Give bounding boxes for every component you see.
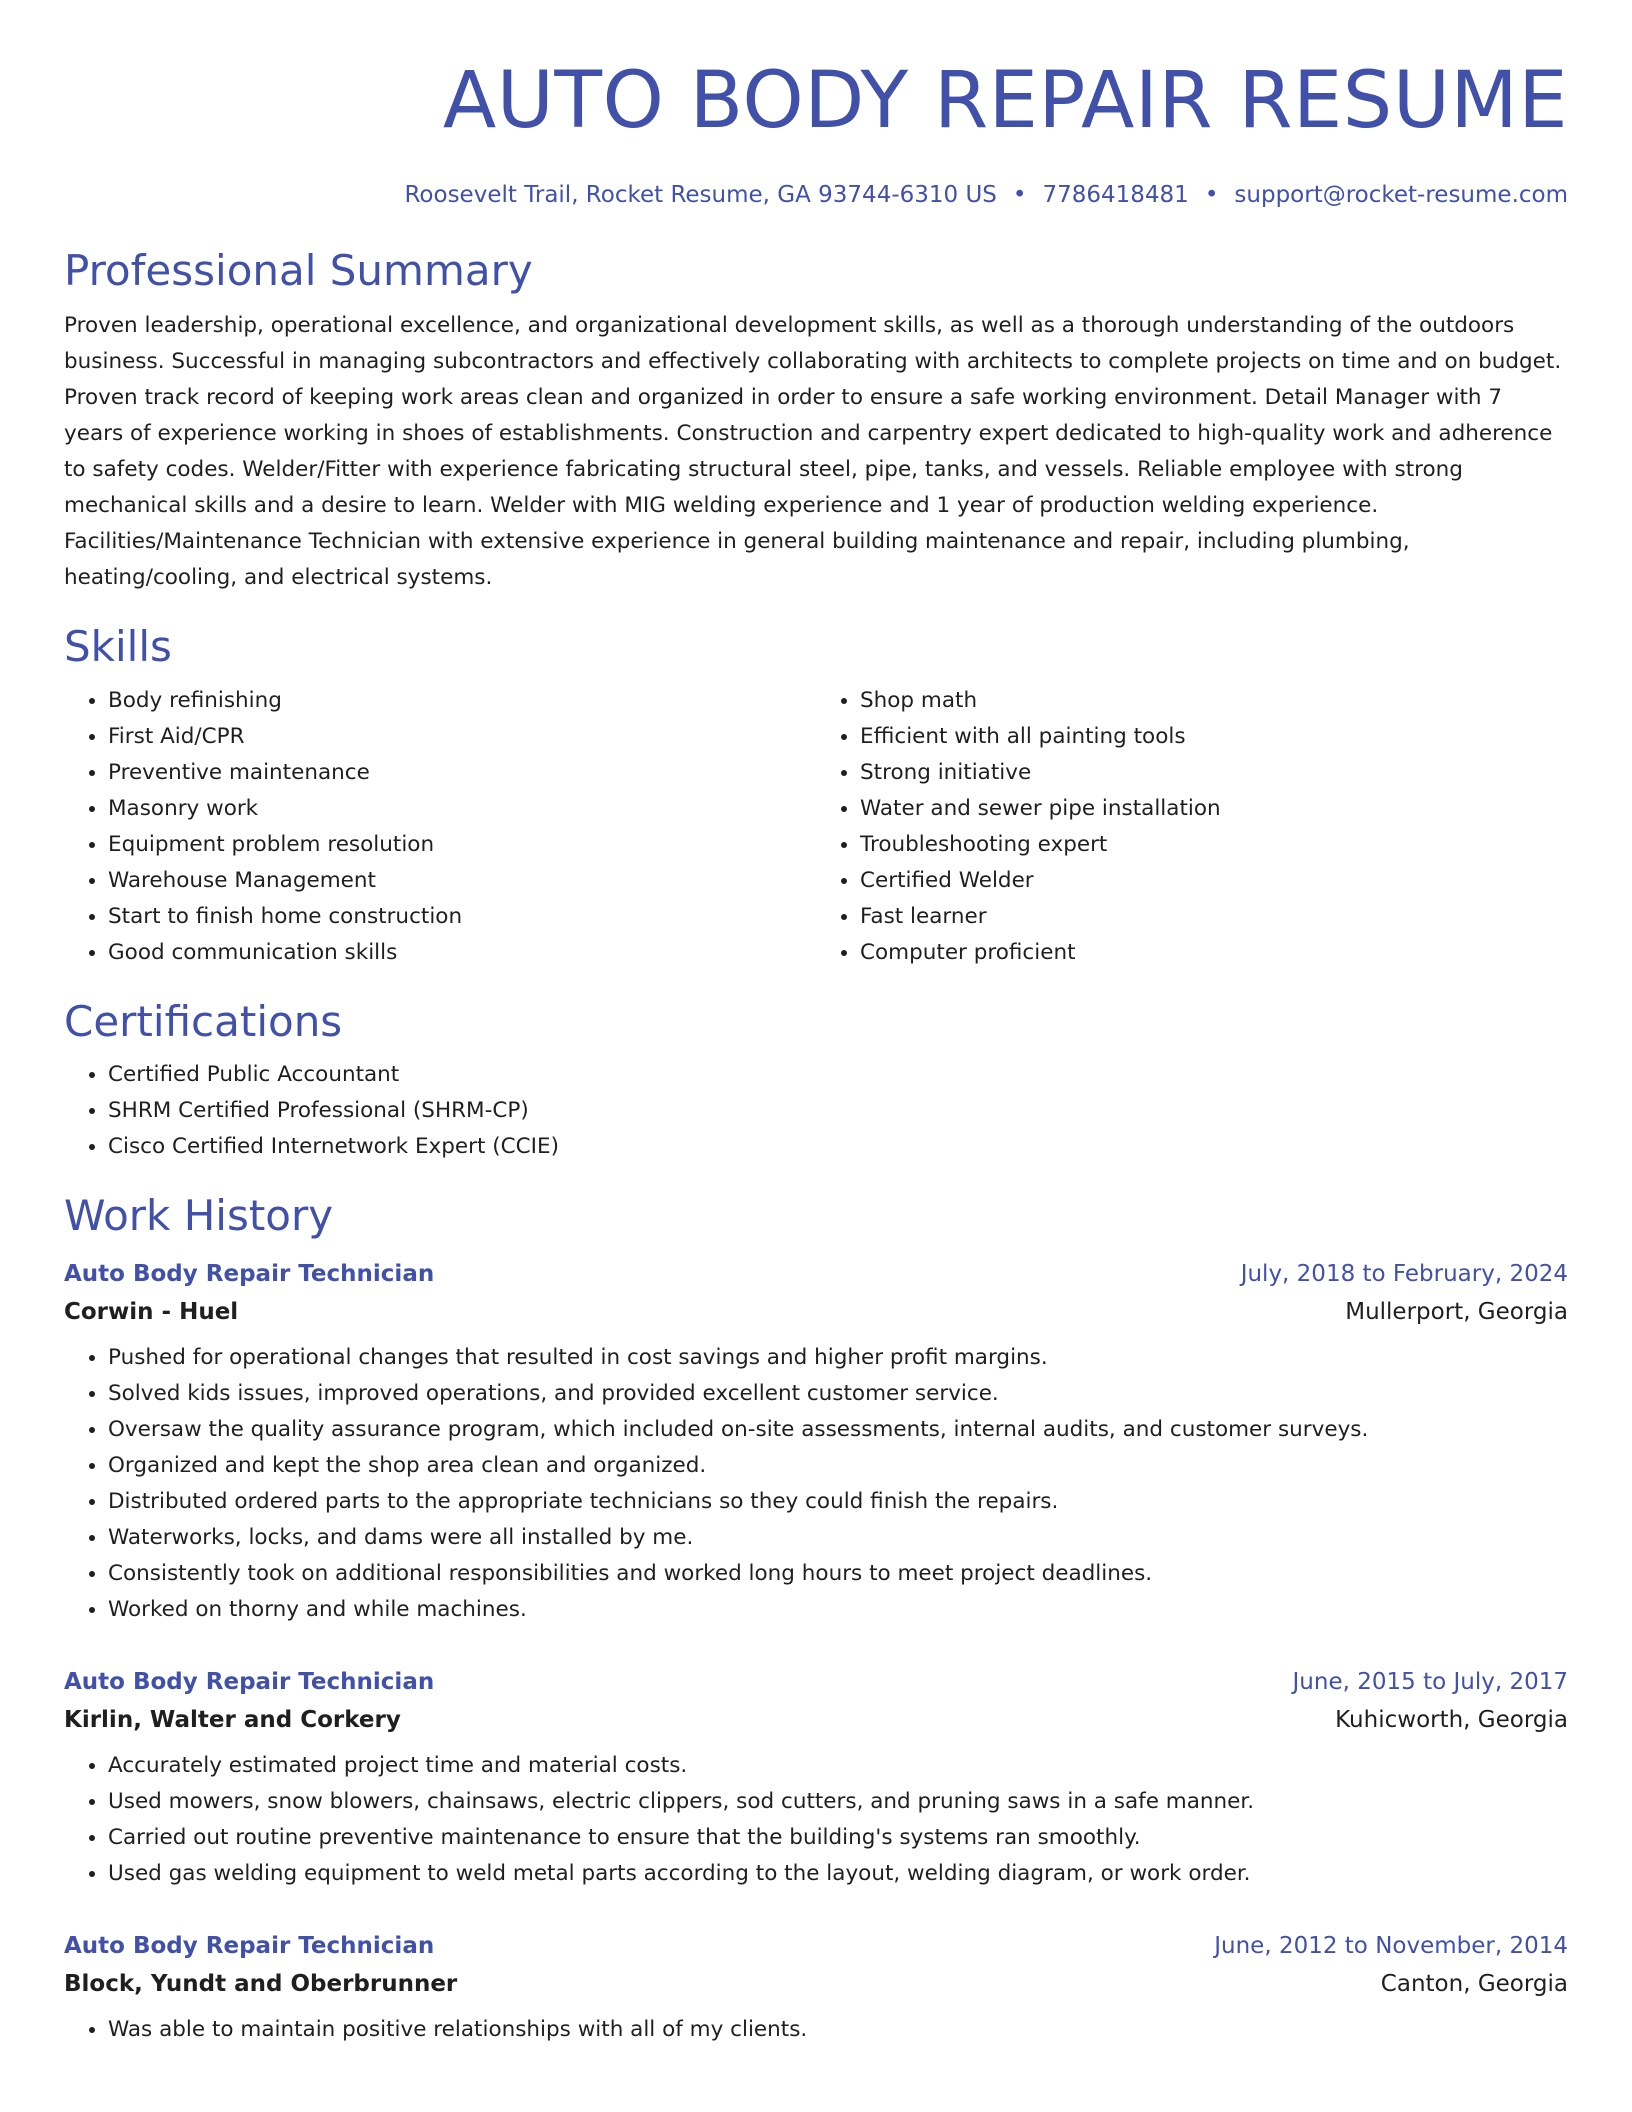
job-bullets <box>64 2012 1568 2048</box>
job-bullet: • Pushed for operational changes that resulted in cost savings and higher profit margins. <box>108 1340 1568 1376</box>
skill-item: • Body refinishing <box>108 683 816 719</box>
certification-item: • Cisco Certified Internetwork Expert (CCIE) <box>108 1129 1568 1165</box>
skill-item: • Shop math <box>860 683 1568 719</box>
skills-right-list <box>816 683 1568 971</box>
skill-item: • Computer proficient <box>860 935 1568 971</box>
certification-item: • SHRM Certified Professional (SHRM-CP) <box>108 1093 1568 1129</box>
skill-item: • Equipment problem resolution <box>108 827 816 863</box>
job-entry <box>64 1664 1568 1892</box>
skill-item: • Fast learner <box>860 899 1568 935</box>
skill-item: • Strong initiative <box>860 755 1568 791</box>
skills-left-list <box>64 683 816 971</box>
job-company: Corwin - Huel <box>64 1298 239 1325</box>
summary-heading: Professional Summary <box>64 246 533 295</box>
job-bullet: • Distributed ordered parts to the appropriate technicians so they could finish the repairs. <box>108 1484 1568 1520</box>
summary-text: Proven leadership, operational excellence, and organizational development skills, as well as a thorough understanding of the outdoors business. Successful in managing subcontractors and effectively collaborating with architects to complete projects on time and on budget. Proven track record of keeping work areas clean and organized in order to ensure a safe working environment. Detail Manager with 7 years of experience working in shoes of establishments. Construction and carpentry expert dedicated to high-quality work and adherence to safety codes. Welder/Fitter with experience fabricating structural steel, pipe, tanks, and vessels. Reliable employee with strong mechanical skills and a desire to learn. Welder with MIG welding experience and 1 year of production welding experience. Facilities/Maintenance Technician with extensive experience in general building maintenance and repair, including plumbing, heating/cooling, and electrical systems. <box>64 313 1562 591</box>
skill-item: • Start to finish home construction <box>108 899 816 935</box>
email: support@rocket-resume.com <box>1234 182 1568 208</box>
skill-item: • Masonry work <box>108 791 816 827</box>
separator-dot: • <box>1204 182 1219 208</box>
job-bullets <box>64 1340 1568 1628</box>
job-dates: June, 2012 to November, 2014 <box>1214 1932 1568 1959</box>
job-bullet: • Oversaw the quality assurance program, which included on-site assessments, internal audits, and customer surveys. <box>108 1412 1568 1448</box>
skill-item: • Warehouse Management <box>108 863 816 899</box>
job-title: Auto Body Repair Technician <box>64 1932 435 1959</box>
job-company: Block, Yundt and Oberbrunner <box>64 1970 458 1997</box>
address: Roosevelt Trail, Rocket Resume, GA 93744-6310 US <box>404 182 997 208</box>
skill-item: • Efficient with all painting tools <box>860 719 1568 755</box>
job-entry <box>64 1928 1568 2048</box>
resume-title: AUTO BODY REPAIR RESUME <box>442 56 1568 146</box>
job-location: Canton, Georgia <box>1380 1970 1568 1997</box>
skills-heading: Skills <box>64 622 172 672</box>
job-dates: July, 2018 to February, 2024 <box>1240 1260 1568 1287</box>
job-entry <box>64 1256 1568 1628</box>
skills-columns <box>64 683 1568 971</box>
job-company: Kirlin, Walter and Corkery <box>64 1706 401 1733</box>
skill-item: • First Aid/CPR <box>108 719 816 755</box>
job-title: Auto Body Repair Technician <box>64 1260 435 1287</box>
certifications-heading: Certifications <box>64 996 343 1046</box>
job-bullets <box>64 1748 1568 1892</box>
skill-item: • Preventive maintenance <box>108 755 816 791</box>
skill-item: • Troubleshooting expert <box>860 827 1568 863</box>
contact-line <box>64 182 1568 214</box>
separator-dot: • <box>1012 182 1027 208</box>
skill-item: • Water and sewer pipe installation <box>860 791 1568 827</box>
skill-item: • Certified Welder <box>860 863 1568 899</box>
job-title: Auto Body Repair Technician <box>64 1668 435 1695</box>
job-bullet: • Used gas welding equipment to weld metal parts according to the layout, welding diagram, or work order. <box>108 1856 1568 1892</box>
skill-item: • Good communication skills <box>108 935 816 971</box>
job-location: Mullerport, Georgia <box>1345 1298 1568 1325</box>
job-location: Kuhicworth, Georgia <box>1335 1706 1568 1733</box>
job-bullet: • Waterworks, locks, and dams were all installed by me. <box>108 1520 1568 1556</box>
job-bullet: • Solved kids issues, improved operations, and provided excellent customer service. <box>108 1376 1568 1412</box>
job-bullet: • Accurately estimated project time and material costs. <box>108 1748 1568 1784</box>
job-bullet: • Worked on thorny and while machines. <box>108 1592 1568 1628</box>
job-dates: June, 2015 to July, 2017 <box>1292 1668 1568 1695</box>
certification-item: • Certified Public Accountant <box>108 1057 1568 1093</box>
job-bullet: • Was able to maintain positive relationships with all of my clients. <box>108 2012 1568 2048</box>
certifications-list <box>64 1057 1568 1165</box>
job-bullet: • Organized and kept the shop area clean and organized. <box>108 1448 1568 1484</box>
job-bullet: • Consistently took on additional responsibilities and worked long hours to meet project deadlines. <box>108 1556 1568 1592</box>
phone: 7786418481 <box>1042 182 1189 208</box>
job-bullet: • Used mowers, snow blowers, chainsaws, electric clippers, sod cutters, and pruning saws in a safe manner. <box>108 1784 1568 1820</box>
job-bullet: • Carried out routine preventive maintenance to ensure that the building's systems ran smoothly. <box>108 1820 1568 1856</box>
work-history-heading: Work History <box>64 1191 334 1241</box>
